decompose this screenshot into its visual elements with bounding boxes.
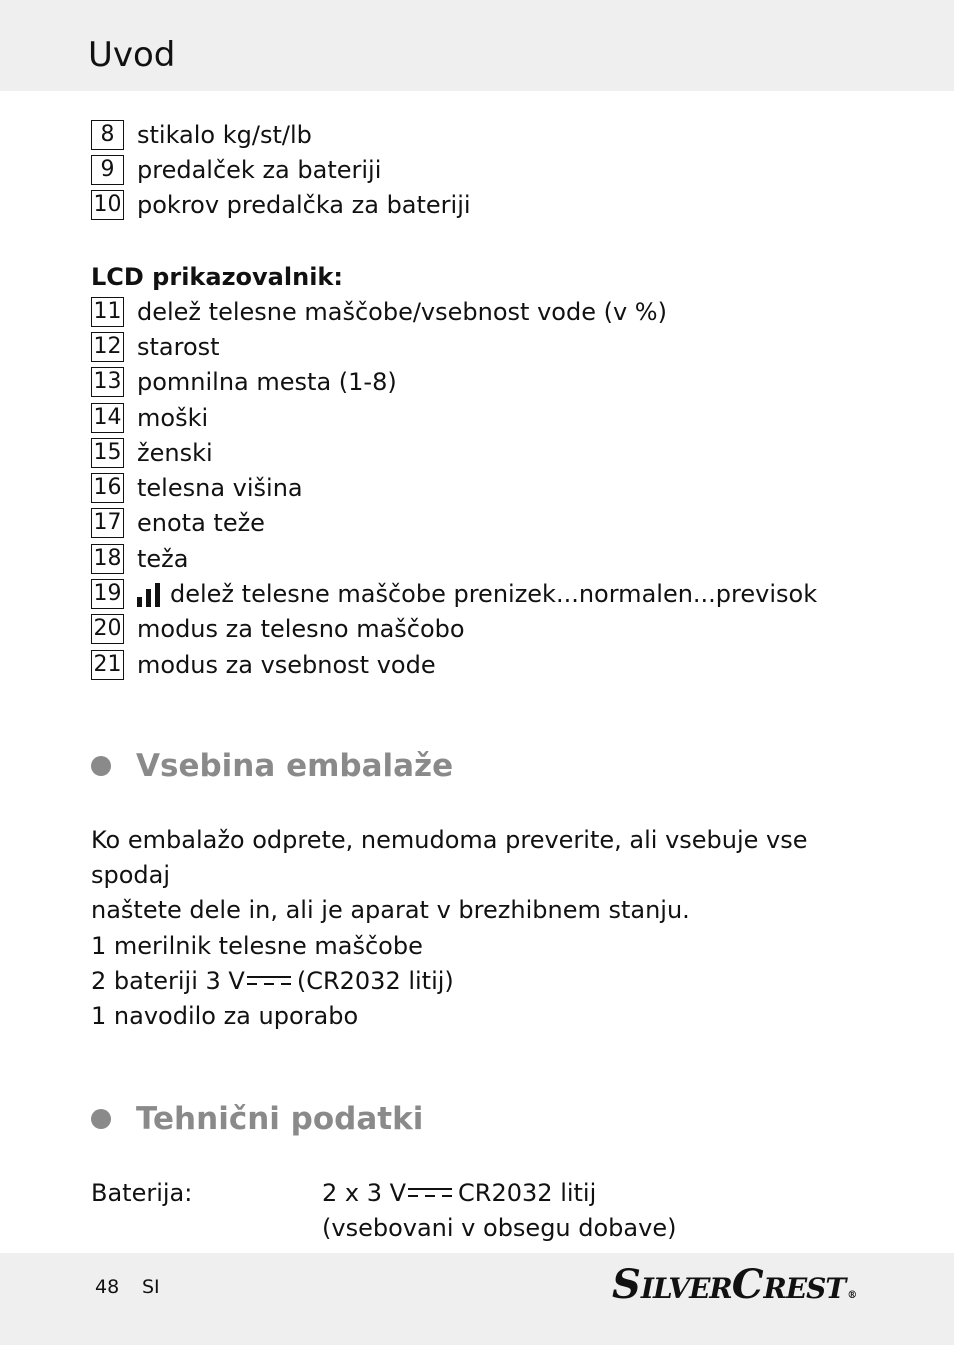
item-number: 19 (91, 579, 124, 609)
list-item (91, 365, 817, 400)
list-item (91, 612, 817, 647)
list-item (91, 470, 817, 505)
dc-symbol-icon (247, 973, 291, 987)
item-number: 18 (91, 544, 124, 574)
content-item-text: 2 bateriji 3 V (91, 967, 245, 995)
item-label: predalček za bateriji (137, 155, 382, 184)
content-item-text: (CR2032 litij) (296, 967, 454, 995)
item-label: pomnilna mesta (1-8) (137, 368, 397, 397)
list-item (91, 435, 817, 470)
logo-letters: ILVER (640, 1272, 732, 1305)
section-title: Tehnični podatki (136, 1101, 424, 1137)
page-footer (0, 1253, 954, 1345)
language-code: SI (142, 1276, 160, 1298)
logo-letters: REST (763, 1272, 846, 1305)
content-item (91, 964, 851, 999)
item-label: delež telesne maščobe prenizek...normalen...previsok (170, 580, 818, 609)
battery-value-note: (vsebovani v obsegu dobave) (322, 1214, 677, 1242)
list-item (91, 541, 817, 576)
section-heading-tech (91, 1099, 423, 1139)
page-header (0, 0, 954, 91)
bullet-icon (91, 1109, 111, 1129)
item-label: teža (137, 544, 189, 573)
battery-value-text: 2 x 3 V (322, 1179, 407, 1207)
list-item (91, 152, 471, 187)
item-number: 12 (91, 332, 124, 362)
logo-letter: C (731, 1261, 764, 1308)
item-label: telesna višina (137, 474, 303, 503)
item-label: modus za telesno maščobo (137, 615, 465, 644)
item-label: pokrov predalčka za bateriji (137, 191, 471, 220)
item-number: 21 (91, 650, 124, 680)
list-item (91, 506, 817, 541)
paragraph-line: naštete dele in, ali je aparat v brezhibnem stanju. (91, 896, 690, 924)
item-number: 15 (91, 438, 124, 468)
item-number: 10 (91, 190, 124, 220)
dc-symbol-icon (408, 1185, 452, 1199)
registered-mark: ® (847, 1290, 858, 1301)
item-number: 17 (91, 508, 124, 538)
item-label: starost (137, 332, 220, 361)
list-item (91, 400, 817, 435)
brand-logo (612, 1261, 857, 1309)
bullet-icon (91, 756, 111, 776)
page-number: 48 (95, 1276, 120, 1298)
battery-value-text: CR2032 litij (458, 1179, 597, 1207)
logo-letter: S (612, 1261, 641, 1308)
content-item: 1 merilnik telesne maščobe (91, 932, 423, 960)
page-title: Uvod (88, 35, 176, 75)
section-heading-package (91, 746, 453, 786)
content-item: 1 navodilo za uporabo (91, 1002, 359, 1030)
list-item (91, 117, 471, 152)
item-label: ženski (137, 438, 213, 467)
list-item (91, 576, 817, 611)
fat-level-bars-icon (137, 581, 164, 607)
section-title: Vsebina embalaže (136, 748, 454, 784)
item-label: stikalo kg/st/lb (137, 120, 312, 149)
item-label: moški (137, 403, 209, 432)
item-number: 8 (91, 120, 124, 150)
lcd-heading: LCD prikazovalnik: (91, 263, 343, 291)
package-intro (91, 823, 851, 928)
paragraph-line: Ko embalažo odprete, nemudoma preverite, ali vsebuje vse spodaj (91, 826, 808, 889)
list-item (91, 188, 471, 223)
battery-label: Baterija: (91, 1179, 193, 1207)
list-item (91, 294, 817, 329)
item-number: 11 (91, 297, 124, 327)
parts-list (91, 117, 471, 223)
item-label: delež telesne maščobe/vsebnost vode (v %) (137, 297, 667, 326)
item-number: 20 (91, 614, 124, 644)
item-number: 9 (91, 155, 124, 185)
item-number: 16 (91, 473, 124, 503)
list-item (91, 329, 817, 364)
item-number: 14 (91, 403, 124, 433)
item-label: modus za vsebnost vode (137, 650, 436, 679)
package-contents (91, 929, 851, 1034)
lcd-list (91, 294, 817, 682)
item-number: 13 (91, 367, 124, 397)
item-label: enota teže (137, 509, 265, 538)
list-item (91, 647, 817, 682)
battery-value (322, 1176, 676, 1246)
